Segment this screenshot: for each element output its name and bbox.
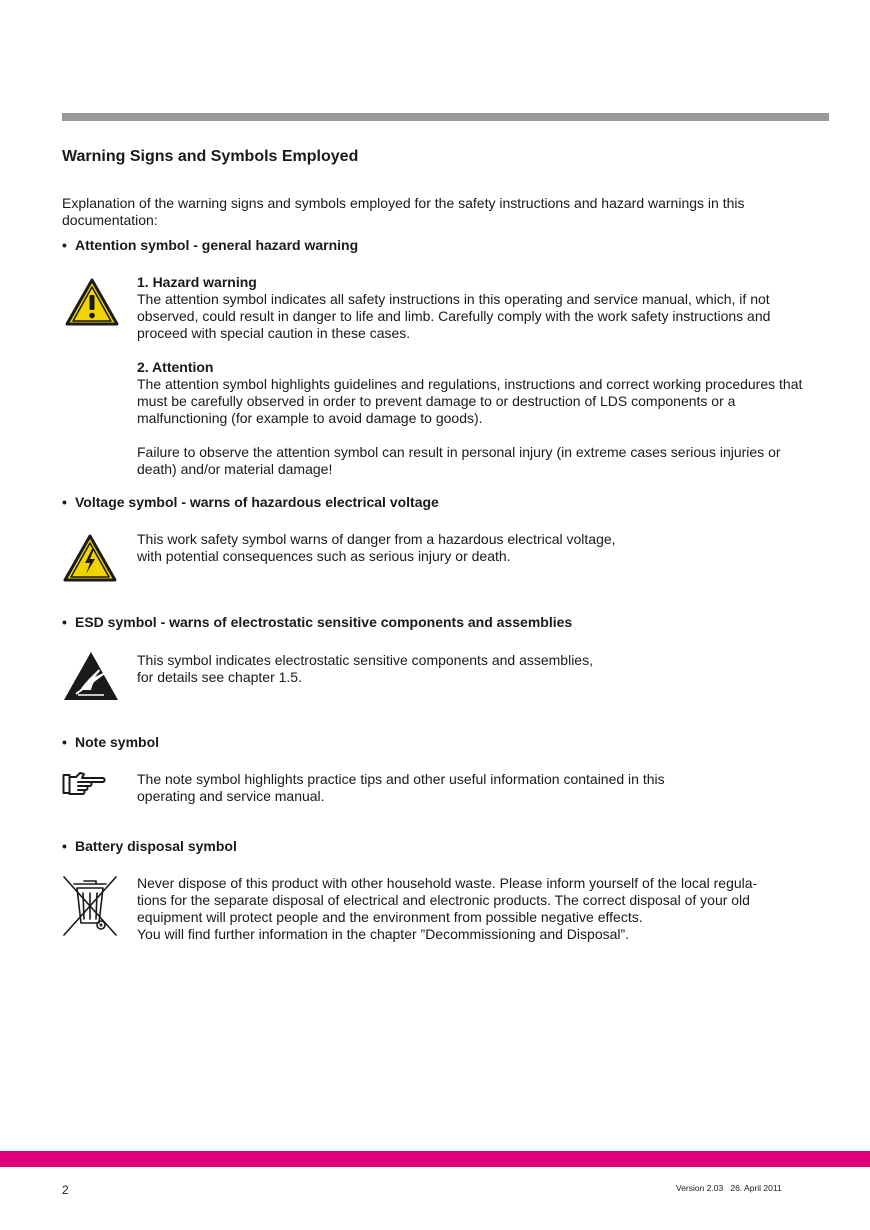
hazard-warning-text: The attention symbol indicates all safety instructions in this operating and service manual, which, if not observed, could result in danger to life and limb. Carefully comply with the work safety instructions and proceed with special caution in these cases. <box>137 291 771 341</box>
attention-title: 2. Attention <box>137 359 214 375</box>
battery-text-block <box>137 875 817 943</box>
footer-bar <box>0 1151 870 1167</box>
warning-triangle-icon <box>64 277 120 327</box>
section-heading-esd: • ESD symbol - warns of electrostatic sensitive components and assemblies <box>62 614 573 630</box>
esd-icon <box>62 650 120 702</box>
attention-text-block <box>137 274 817 478</box>
section-heading-voltage: • Voltage symbol - warns of hazardous electrical voltage <box>62 494 439 510</box>
section-heading-battery: • Battery disposal symbol <box>62 838 237 854</box>
failure-text: Failure to observe the attention symbol can result in personal injury (in extreme cases serious injuries or death) and/or material damage! <box>137 444 781 477</box>
hazard-warning-title: 1. Hazard warning <box>137 274 257 290</box>
intro-paragraph: Explanation of the warning signs and symbols employed for the safety instructions and hazard warnings in this documentation: <box>62 195 745 228</box>
esd-line-1: This symbol indicates electrostatic sensitive components and assemblies, <box>137 652 593 668</box>
esd-text-block <box>137 652 817 686</box>
battery-line-3: equipment will protect people and the environment from possible negative effects. <box>137 909 643 925</box>
esd-line-2: for details see chapter 1.5. <box>137 669 302 685</box>
battery-line-4: You will find further information in the chapter ”Decommissioning and Disposal”. <box>137 926 630 942</box>
section-heading-note: • Note symbol <box>62 734 160 750</box>
version-label: Version 2.03 26. April 2011 <box>676 1183 782 1193</box>
battery-line-2: tions for the separate disposal of electrical and electronic products. The correct disposal of your old <box>137 892 750 908</box>
section-heading-attention: • Attention symbol - general hazard warning <box>62 237 359 253</box>
attention-text: The attention symbol highlights guidelines and regulations, instructions and correct working procedures that must be carefully observed in order to prevent damage to or destruction of LDS components or a malfunctioning (for example to avoid damage to goods). <box>137 376 803 426</box>
note-text-block <box>137 771 817 805</box>
top-divider-bar <box>62 113 829 121</box>
high-voltage-icon <box>62 533 118 583</box>
note-line-2: operating and service manual. <box>137 788 325 804</box>
page-number: 2 <box>62 1183 69 1197</box>
pointing-hand-icon <box>62 771 106 797</box>
voltage-text-block <box>137 531 817 565</box>
voltage-line-1: This work safety symbol warns of danger from a hazardous electrical voltage, <box>137 531 616 547</box>
battery-line-1: Never dispose of this product with other household waste. Please inform yourself of the local regula- <box>137 875 758 891</box>
voltage-line-2: with potential consequences such as serious injury or death. <box>137 548 511 564</box>
note-line-1: The note symbol highlights practice tips and other useful information contained in this <box>137 771 665 787</box>
page-title: Warning Signs and Symbols Employed <box>62 148 359 165</box>
crossed-bin-icon <box>62 875 118 937</box>
